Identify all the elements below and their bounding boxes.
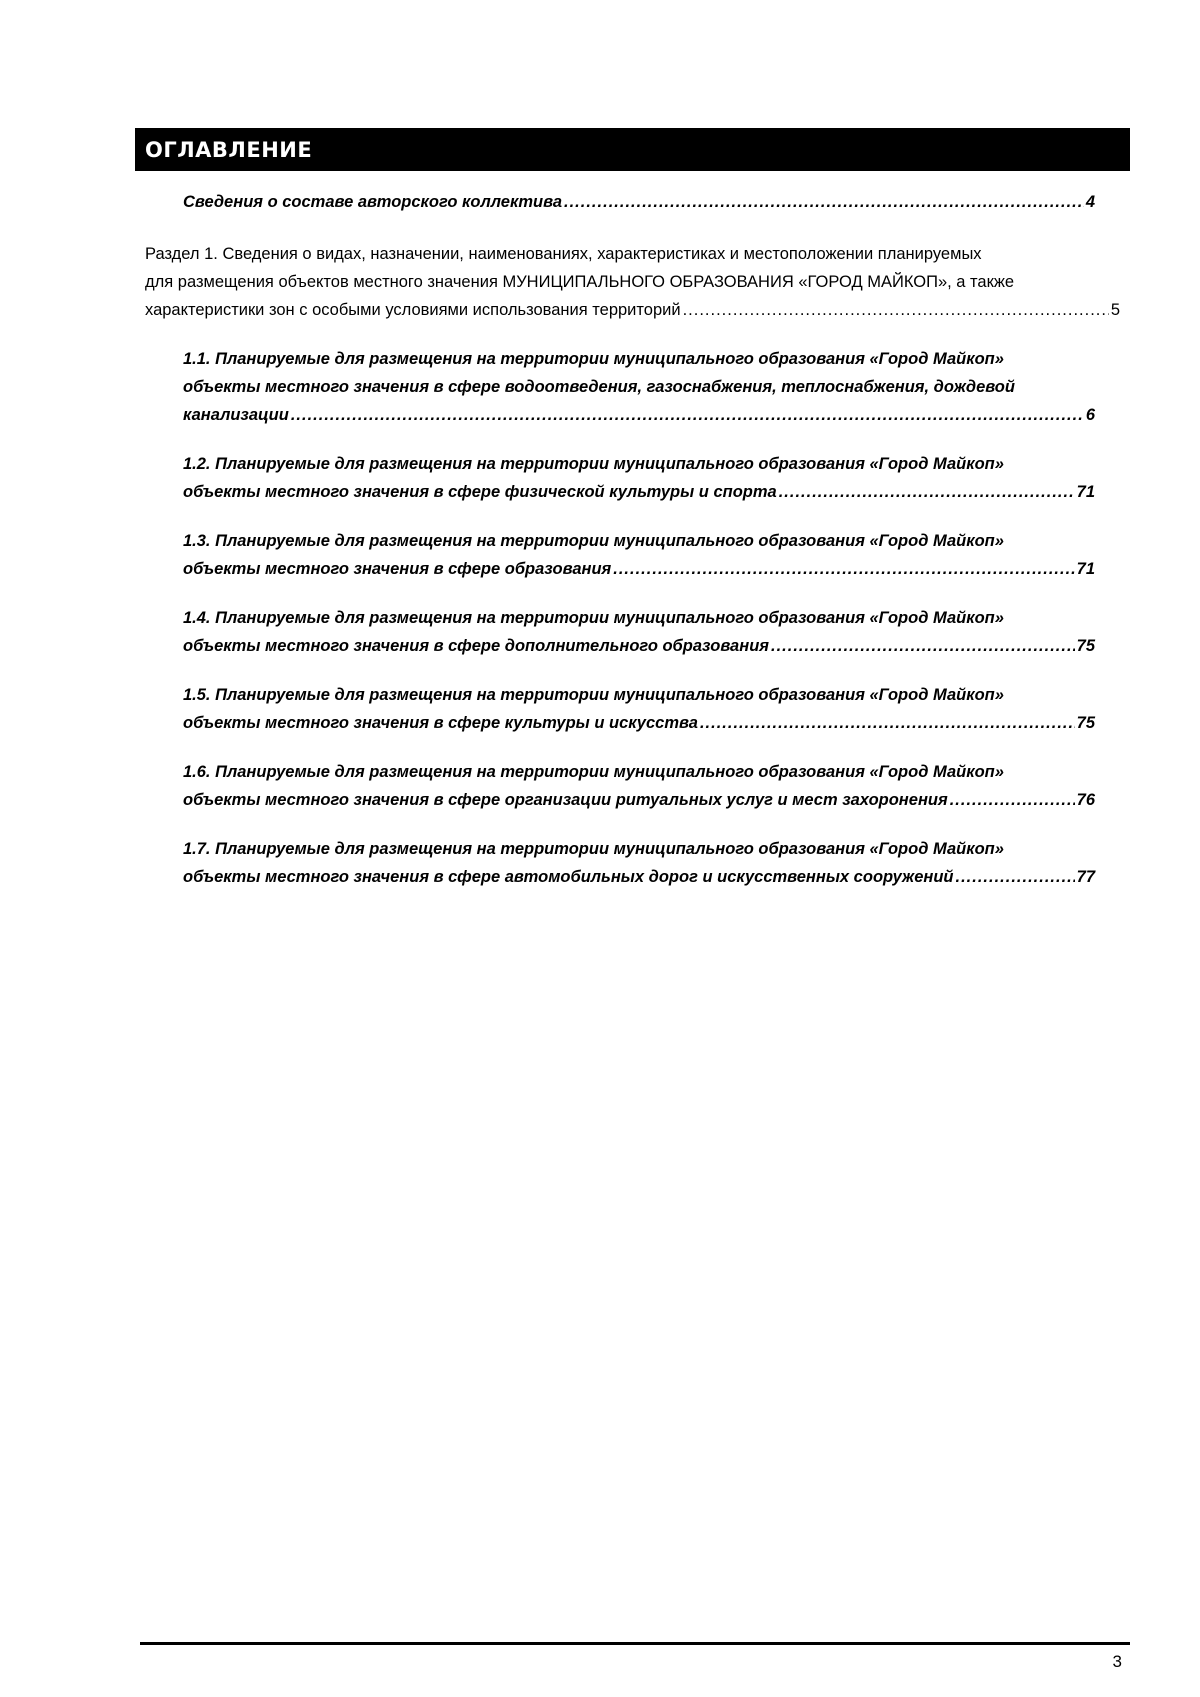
toc-entry-1-3[interactable] [183, 527, 1095, 583]
dot-leader [683, 296, 1109, 324]
toc-entry-line: 1.6. Планируемые для размещения на территории муниципального образования «Город Майкоп» [183, 763, 1004, 781]
toc-entry-last-line [183, 786, 1095, 814]
dot-leader [564, 188, 1084, 216]
toc-entry-last-line [183, 863, 1095, 891]
toc-page-number: 77 [1076, 868, 1095, 886]
toc-entry-line: для размещения объектов местного значения МУНИЦИПАЛЬНОГО ОБРАЗОВАНИЯ «ГОРОД МАЙКОП», а также [145, 273, 1015, 291]
dot-leader [613, 555, 1074, 583]
toc-entry-1-2[interactable] [183, 450, 1095, 506]
toc-entry-line: 1.5. Планируемые для размещения на территории муниципального образования «Город Майкоп» [183, 686, 1004, 704]
toc-page-number: 5 [1110, 301, 1120, 319]
toc-page-number: 75 [1076, 714, 1095, 732]
toc-entry-text: объекты местного значения в сфере культуры и искусства [183, 714, 698, 732]
toc-entry-1-4[interactable] [183, 604, 1095, 660]
toc-entry-1-5[interactable] [183, 681, 1095, 737]
toc-entry-line: 1.3. Планируемые для размещения на территории муниципального образования «Город Майкоп» [183, 532, 1004, 550]
dot-leader [779, 478, 1075, 506]
toc-entry-line: 1.4. Планируемые для размещения на территории муниципального образования «Город Майкоп» [183, 609, 1004, 627]
toc-entry-text: объекты местного значения в сфере образования [183, 560, 612, 578]
toc-header-bar [135, 128, 1130, 171]
toc-entry-text: канализации [183, 406, 289, 424]
toc-entry-line: объекты местного значения в сфере водоотведения, газоснабжения, теплоснабжения, дождевой [183, 378, 1015, 396]
toc-page-number: 71 [1076, 483, 1095, 501]
toc-entry-1-6[interactable] [183, 758, 1095, 814]
page-number: 3 [1112, 1652, 1122, 1671]
toc-entry-section-1[interactable] [145, 240, 1120, 324]
toc-page-number: 75 [1076, 637, 1095, 655]
toc-entry-last-line [183, 188, 1095, 216]
toc-entry-1-1[interactable] [183, 345, 1095, 429]
toc-entry-last-line [183, 401, 1095, 429]
dot-leader [950, 786, 1075, 814]
toc-entry-text: объекты местного значения в сфере физической культуры и спорта [183, 483, 777, 501]
toc-entry-last-line [183, 632, 1095, 660]
toc-entry-line: 1.1. Планируемые для размещения на территории муниципального образования «Город Майкоп» [183, 350, 1004, 368]
toc-entry-text: объекты местного значения в сфере организации ритуальных услуг и мест захоронения [183, 791, 948, 809]
toc-page-number: 4 [1085, 193, 1095, 211]
toc-entry-text: объекты местного значения в сфере дополнительного образования [183, 637, 769, 655]
toc-entry-line: Раздел 1. Сведения о видах, назначении, наименованиях, характеристиках и местоположении планируемых [145, 245, 982, 263]
toc-entry-text: объекты местного значения в сфере автомобильных дорог и искусственных сооружений [183, 868, 954, 886]
dot-leader [700, 709, 1075, 737]
dot-leader [771, 632, 1075, 660]
toc-entry-text: характеристики зон с особыми условиями использования территорий [145, 301, 681, 319]
dot-leader [956, 863, 1075, 891]
toc-title: ОГЛАВЛЕНИЕ [145, 137, 313, 162]
footer-rule [140, 1642, 1130, 1645]
toc-entry-line: 1.2. Планируемые для размещения на территории муниципального образования «Город Майкоп» [183, 455, 1004, 473]
toc-entry-last-line [183, 478, 1095, 506]
toc-entry-1-7[interactable] [183, 835, 1095, 891]
toc-page-number: 71 [1076, 560, 1095, 578]
toc-page-number: 6 [1085, 406, 1095, 424]
toc-entry-text: Сведения о составе авторского коллектива [183, 193, 563, 211]
toc-entry-last-line [183, 555, 1095, 583]
toc-page-number: 76 [1076, 791, 1095, 809]
toc-entry-last-line [145, 296, 1120, 324]
toc-entry-line: 1.7. Планируемые для размещения на территории муниципального образования «Город Майкоп» [183, 840, 1004, 858]
dot-leader [291, 401, 1084, 429]
toc-entry-authors[interactable] [183, 188, 1095, 216]
toc-entry-last-line [183, 709, 1095, 737]
